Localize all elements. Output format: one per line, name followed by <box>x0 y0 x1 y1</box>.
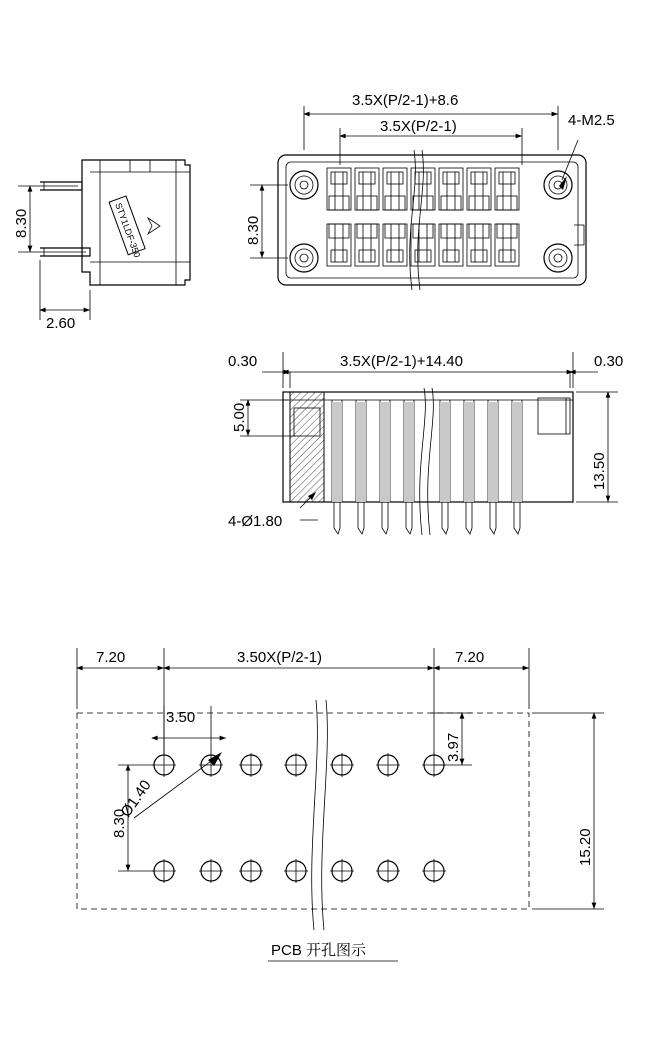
pcb-hole-dia-dim: Ø1.40 <box>117 777 155 821</box>
pcb-overall-height-dim: 15.20 <box>577 828 594 866</box>
pcb-layout-group <box>77 648 604 961</box>
top-view-height-dim: 8.30 <box>245 215 262 245</box>
pcb-center-span-dim: 3.50X(P/2-1) <box>237 649 323 666</box>
part-label-text: STY1LDF-350 <box>113 201 143 259</box>
pcb-edge-to-row-dim: 3.97 <box>445 732 462 762</box>
pcb-right-margin-dim: 7.20 <box>455 649 485 666</box>
contact-array-bottom <box>327 224 519 266</box>
top-view-outer-length-dim: 3.5X(P/2-1)+8.6 <box>352 92 459 109</box>
front-view-total-height-dim: 13.50 <box>591 452 608 490</box>
front-view-body-height-dim: 5.00 <box>231 402 248 432</box>
side-view-width-dim: 2.60 <box>46 315 76 332</box>
front-view-overall-length-dim: 3.5X(P/2-1)+14.40 <box>340 353 463 370</box>
side-view-height-dim: 8.30 <box>13 208 30 238</box>
top-view-group <box>245 92 615 290</box>
top-view-screw-note: 4-M2.5 <box>568 112 615 129</box>
pcb-view-title: PCB 开孔图示 <box>271 942 367 959</box>
top-view-inner-length-dim: 3.5X(P/2-1) <box>380 118 457 135</box>
front-view-pins <box>334 502 520 534</box>
pcb-holes-top-row <box>152 753 446 777</box>
front-view-left-offset-dim: 0.30 <box>228 353 258 370</box>
pcb-row-spacing-dim: 8.30 <box>111 808 128 838</box>
pcb-holes-bottom-row <box>152 859 446 883</box>
side-view-group <box>13 160 190 332</box>
front-view-hole-note: 4-Ø1.80 <box>228 513 283 530</box>
pcb-left-margin-dim: 7.20 <box>96 649 126 666</box>
front-view-right-offset-dim: 0.30 <box>594 353 624 370</box>
pcb-pitch-dim: 3.50 <box>166 709 196 726</box>
front-view-group <box>228 352 623 535</box>
